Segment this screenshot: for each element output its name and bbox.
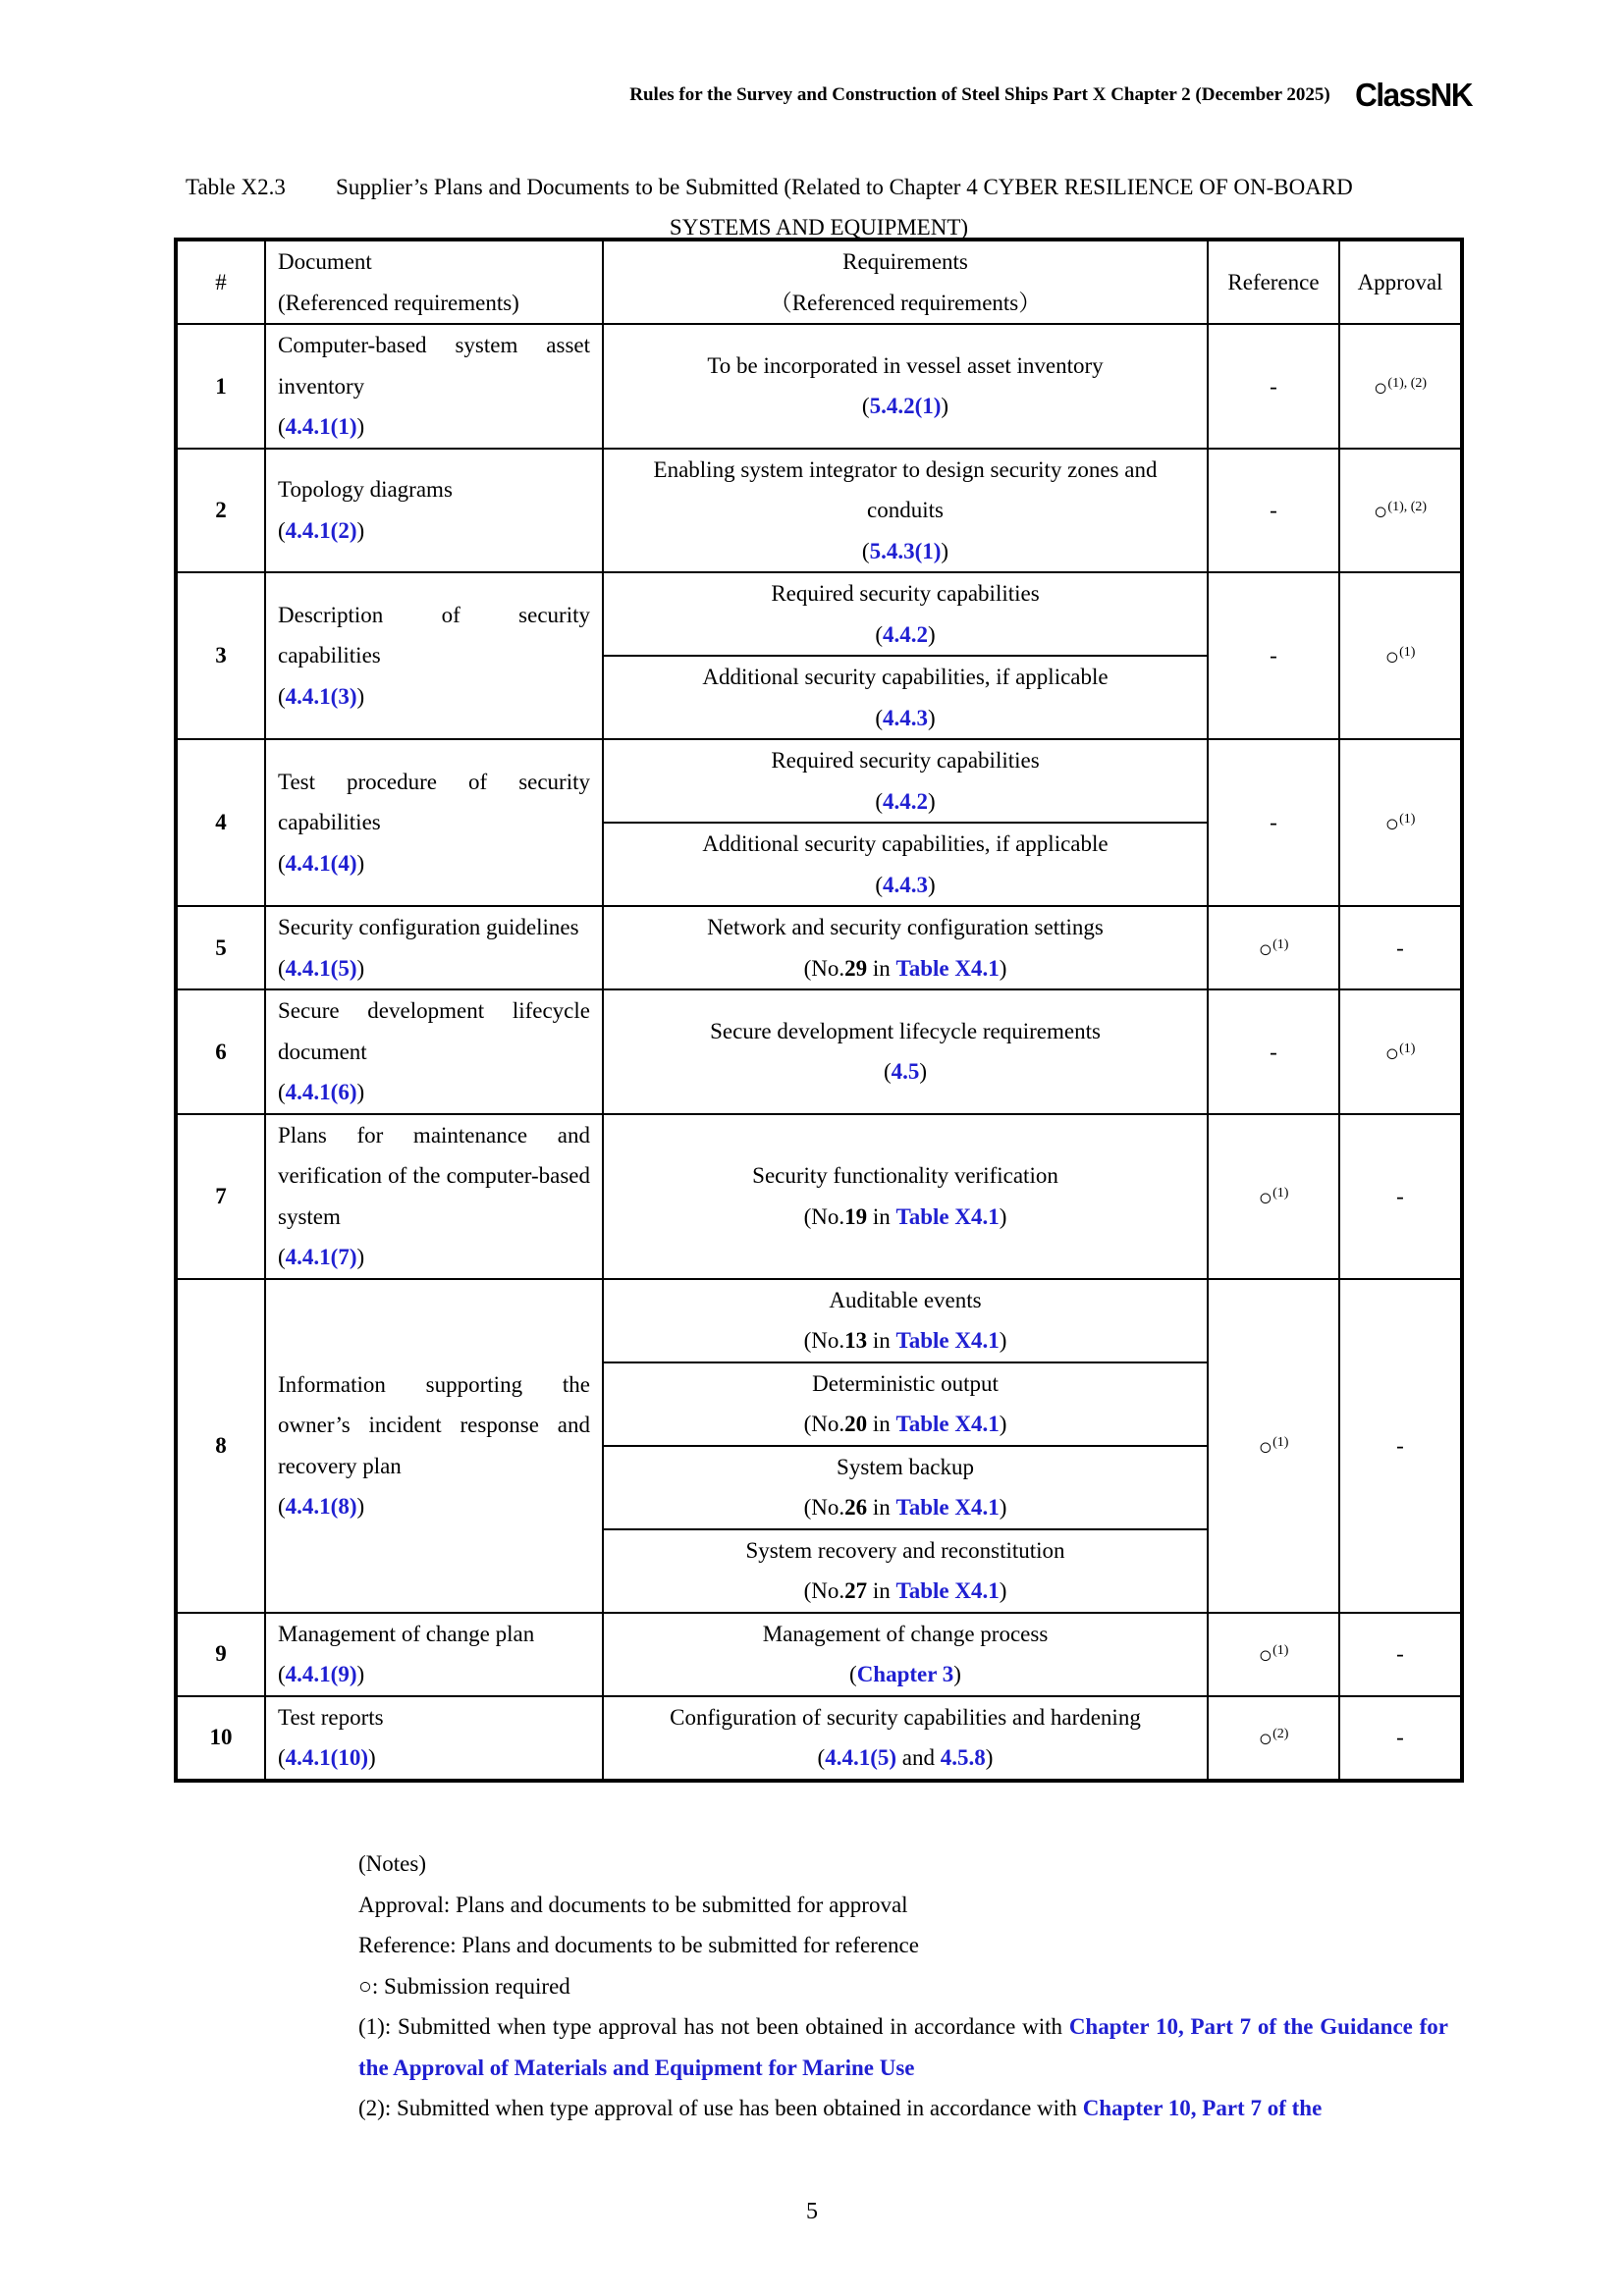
row-number: 7 bbox=[176, 1114, 265, 1279]
note-2 bbox=[358, 2088, 1448, 2129]
header-req-line1: Requirements bbox=[842, 249, 968, 274]
row-number: 6 bbox=[176, 989, 265, 1114]
document-name: Test procedure of security capabilities bbox=[278, 769, 590, 835]
requirement-reference: (4.4.3) bbox=[875, 872, 936, 897]
requirement-reference-link[interactable]: Chapter 3 bbox=[856, 1662, 954, 1686]
submission-circle-icon: ○ bbox=[1258, 1185, 1273, 1211]
requirements-cell bbox=[603, 989, 1208, 1114]
submission-circle-icon: ○ bbox=[1384, 1041, 1400, 1067]
requirement-text: Configuration of security capabilities and hardening bbox=[670, 1704, 1141, 1730]
header-req-line2: （Referenced requirements） bbox=[769, 290, 1042, 315]
document-cell bbox=[265, 989, 603, 1114]
requirement-reference-link[interactable]: 4.4.3 bbox=[883, 872, 928, 897]
document-cell bbox=[265, 906, 603, 989]
row-number: 4 bbox=[176, 739, 265, 906]
requirement-reference: (4.5) bbox=[883, 1059, 928, 1085]
item-number: 19 bbox=[844, 1203, 868, 1229]
header-reference: Reference bbox=[1208, 240, 1339, 324]
in-word: in bbox=[872, 1412, 891, 1436]
requirements-cell bbox=[603, 324, 1208, 449]
requirements-cell bbox=[603, 739, 1208, 906]
requirement-item bbox=[604, 822, 1207, 905]
row-number: 9 bbox=[176, 1613, 265, 1696]
document-name: Description of security capabilities bbox=[278, 602, 590, 668]
no-prefix: (No. bbox=[803, 1412, 845, 1436]
classnk-logo: ClassNK bbox=[1354, 77, 1472, 113]
documents-table bbox=[174, 238, 1464, 1783]
requirements-cell bbox=[603, 1696, 1208, 1781]
requirement-reference-link[interactable]: 4.4.2 bbox=[883, 788, 928, 814]
item-number: 20 bbox=[844, 1412, 868, 1436]
reference-cell: - bbox=[1208, 572, 1339, 739]
document-reference-link[interactable]: 4.4.1(10) bbox=[285, 1745, 368, 1770]
requirement-reference-link[interactable]: 4.4.2 bbox=[883, 621, 928, 647]
reference-cell bbox=[1208, 1114, 1339, 1279]
note-ref-superscript: (1) bbox=[1272, 1643, 1289, 1659]
note-1 bbox=[358, 2006, 1448, 2088]
note-ref-superscript: (1) bbox=[1399, 645, 1416, 661]
approval-cell: - bbox=[1339, 1696, 1462, 1781]
row-number: 10 bbox=[176, 1696, 265, 1781]
note-circle: ○: Submission required bbox=[358, 1973, 570, 1999]
table-row bbox=[176, 449, 1462, 573]
requirement-reference: (No.29 in Table X4.1) bbox=[803, 955, 1007, 981]
item-number: 27 bbox=[844, 1578, 868, 1603]
page-header bbox=[0, 77, 1475, 114]
document-name: Security configuration guidelines bbox=[278, 915, 579, 939]
header-document bbox=[265, 240, 603, 324]
document-name: Topology diagrams bbox=[278, 477, 453, 503]
note-ref-superscript: (1) bbox=[1399, 1041, 1416, 1056]
document-reference: (4.4.1(1)) bbox=[278, 414, 365, 439]
document-cell bbox=[265, 324, 603, 449]
requirement-item bbox=[604, 1528, 1207, 1612]
reference-cell bbox=[1208, 906, 1339, 989]
item-number: 29 bbox=[844, 955, 868, 981]
requirement-reference: (Chapter 3) bbox=[849, 1662, 961, 1686]
table-header-row bbox=[176, 240, 1462, 324]
note-ref-superscript: (2) bbox=[1272, 1727, 1289, 1742]
table-link[interactable]: Table X4.1 bbox=[895, 955, 1000, 981]
approval-cell: - bbox=[1339, 906, 1462, 989]
requirement-text: Network and security configuration settings bbox=[707, 915, 1104, 939]
submission-circle-icon: ○ bbox=[1258, 1727, 1273, 1753]
document-name: Secure development lifecycle document bbox=[278, 998, 590, 1064]
document-reference-link[interactable]: 4.4.1(4) bbox=[285, 850, 357, 876]
requirements-cell bbox=[603, 1114, 1208, 1279]
no-prefix: (No. bbox=[803, 1578, 845, 1603]
table-link[interactable]: Table X4.1 bbox=[895, 1578, 1000, 1603]
requirements-cell bbox=[603, 1613, 1208, 1696]
requirement-text: To be incorporated in vessel asset inventory bbox=[707, 352, 1104, 378]
note-ref-superscript: (1) bbox=[1272, 1185, 1289, 1201]
requirement-text: Security functionality verification bbox=[752, 1163, 1058, 1188]
requirement-reference: (No.13 in Table X4.1) bbox=[803, 1328, 1007, 1353]
note-reference: Reference: Plans and documents to be submitted for reference bbox=[358, 1933, 919, 1957]
row-number: 1 bbox=[176, 324, 265, 449]
document-reference: (4.4.1(8)) bbox=[278, 1494, 365, 1519]
document-cell bbox=[265, 449, 603, 573]
submission-circle-icon: ○ bbox=[1258, 936, 1273, 963]
document-name: Test reports bbox=[278, 1704, 384, 1730]
requirement-text: Deterministic output bbox=[812, 1370, 999, 1396]
document-reference-link[interactable]: 4.4.1(6) bbox=[285, 1080, 357, 1104]
table-row bbox=[176, 1279, 1462, 1613]
note-approval: Approval: Plans and documents to be submitted for approval bbox=[358, 1892, 908, 1917]
requirements-cell bbox=[603, 906, 1208, 989]
note-ref-superscript: (1) bbox=[1399, 812, 1416, 828]
header-doc-line1: Document bbox=[278, 249, 372, 274]
row-number: 8 bbox=[176, 1279, 265, 1613]
reference-cell: - bbox=[1208, 324, 1339, 449]
requirement-reference: (4.4.2) bbox=[875, 788, 936, 814]
document-reference: (4.4.1(7)) bbox=[278, 1245, 365, 1269]
requirement-text: Required security capabilities bbox=[771, 748, 1040, 773]
approval-cell: - bbox=[1339, 1279, 1462, 1613]
requirement-item bbox=[604, 1155, 1207, 1237]
header-requirements bbox=[603, 240, 1208, 324]
document-reference: (4.4.1(5)) bbox=[278, 955, 365, 981]
requirement-item bbox=[604, 1445, 1207, 1528]
requirement-text: Additional security capabilities, if applicable bbox=[702, 665, 1109, 689]
item-number: 13 bbox=[844, 1328, 868, 1353]
in-word: in bbox=[872, 1578, 891, 1603]
no-prefix: (No. bbox=[803, 1328, 845, 1353]
document-reference-link[interactable]: 4.4.1(3) bbox=[285, 683, 357, 709]
document-cell bbox=[265, 739, 603, 906]
row-number: 5 bbox=[176, 906, 265, 989]
document-reference-link[interactable]: 4.4.1(8) bbox=[285, 1494, 357, 1519]
document-cell bbox=[265, 1696, 603, 1781]
requirement-reference-link-2[interactable]: 4.5.8 bbox=[940, 1745, 986, 1770]
document-cell bbox=[265, 1114, 603, 1279]
requirement-item bbox=[604, 907, 1207, 988]
document-reference: (4.4.1(10)) bbox=[278, 1745, 376, 1770]
document-reference: (4.4.1(6)) bbox=[278, 1080, 365, 1104]
no-prefix: (No. bbox=[803, 1203, 845, 1229]
table-row bbox=[176, 989, 1462, 1114]
notes-heading: (Notes) bbox=[358, 1851, 426, 1876]
header-title: Rules for the Survey and Construction of Steel Ships Part X Chapter 2 (December 2025) bbox=[629, 84, 1330, 105]
table-row bbox=[176, 572, 1462, 739]
reference-cell bbox=[1208, 1696, 1339, 1781]
requirement-text: Enabling system integrator to design security zones and conduits bbox=[653, 456, 1158, 522]
approval-cell bbox=[1339, 449, 1462, 573]
table-title-line2: SYSTEMS AND EQUIPMENT) bbox=[669, 215, 969, 240]
note-ref-superscript: (1) bbox=[1272, 1434, 1289, 1450]
table-row bbox=[176, 739, 1462, 906]
reference-cell: - bbox=[1208, 449, 1339, 573]
requirement-item bbox=[604, 573, 1207, 655]
submission-circle-icon: ○ bbox=[1373, 500, 1388, 525]
note-ref-superscript: (1), (2) bbox=[1387, 500, 1428, 514]
requirement-item bbox=[604, 346, 1207, 427]
note-1-text: (1): Submitted when type approval has not been obtained in accordance with bbox=[358, 2014, 1063, 2039]
requirement-item bbox=[604, 1011, 1207, 1093]
requirement-reference: (5.4.3(1)) bbox=[861, 538, 949, 563]
in-word: in bbox=[872, 955, 891, 981]
requirement-item bbox=[604, 1362, 1207, 1445]
requirement-reference-link[interactable]: 5.4.3(1) bbox=[869, 538, 942, 563]
reference-cell: - bbox=[1208, 989, 1339, 1114]
document-reference: (4.4.1(9)) bbox=[278, 1662, 365, 1686]
table-link[interactable]: Table X4.1 bbox=[895, 1412, 1000, 1436]
document-reference-link[interactable]: 4.4.1(9) bbox=[285, 1662, 357, 1686]
requirement-reference-link[interactable]: 5.4.2(1) bbox=[869, 394, 942, 419]
requirement-text: System backup bbox=[837, 1454, 974, 1479]
approval-cell bbox=[1339, 572, 1462, 739]
document-cell bbox=[265, 1279, 603, 1613]
requirements-cell bbox=[603, 1279, 1208, 1613]
approval-cell bbox=[1339, 324, 1462, 449]
requirement-text: Management of change process bbox=[762, 1621, 1049, 1646]
in-word: in bbox=[872, 1203, 891, 1229]
requirement-reference-link[interactable]: 4.4.1(5) bbox=[825, 1745, 897, 1770]
document-cell bbox=[265, 572, 603, 739]
document-reference-link[interactable]: 4.4.1(1) bbox=[285, 414, 357, 439]
table-link[interactable]: Table X4.1 bbox=[895, 1328, 1000, 1353]
requirements-cell bbox=[603, 449, 1208, 573]
table-link[interactable]: Table X4.1 bbox=[895, 1495, 1000, 1520]
no-prefix: (No. bbox=[803, 955, 845, 981]
requirement-reference: (4.4.2) bbox=[875, 621, 936, 647]
and-word: and bbox=[901, 1745, 936, 1770]
header-num: # bbox=[176, 240, 265, 324]
requirement-reference: (5.4.2(1)) bbox=[861, 394, 949, 419]
submission-circle-icon: ○ bbox=[1258, 1434, 1273, 1461]
requirement-item bbox=[604, 1614, 1207, 1695]
document-name: Computer-based system asset inventory bbox=[278, 333, 590, 399]
document-reference-link[interactable]: 4.4.1(7) bbox=[285, 1245, 357, 1269]
header-doc-line2: (Referenced requirements) bbox=[278, 290, 519, 315]
row-number: 2 bbox=[176, 449, 265, 573]
requirement-reference-link[interactable]: 4.5 bbox=[891, 1059, 920, 1085]
requirement-item bbox=[604, 450, 1207, 572]
document-cell bbox=[265, 1613, 603, 1696]
requirement-text: System recovery and reconstitution bbox=[745, 1537, 1065, 1563]
note-ref-superscript: (1) bbox=[1272, 936, 1289, 952]
no-prefix: (No. bbox=[803, 1495, 845, 1520]
requirement-reference: (No.19 in Table X4.1) bbox=[803, 1203, 1007, 1229]
note-ref-superscript: (1), (2) bbox=[1387, 375, 1428, 391]
header-approval: Approval bbox=[1339, 240, 1462, 324]
table-row bbox=[176, 906, 1462, 989]
requirement-item bbox=[604, 1280, 1207, 1362]
document-name: Management of change plan bbox=[278, 1621, 535, 1646]
table-row bbox=[176, 1696, 1462, 1781]
table-row bbox=[176, 1613, 1462, 1696]
requirement-reference-link[interactable]: 4.4.3 bbox=[883, 705, 928, 730]
requirement-item bbox=[604, 1697, 1207, 1779]
table-title-line1: Supplier’s Plans and Documents to be Submitted (Related to Chapter 4 CYBER RESILIENCE OF ON-BOARD bbox=[336, 175, 1353, 199]
row-number: 3 bbox=[176, 572, 265, 739]
in-word: in bbox=[872, 1328, 891, 1353]
document-reference: (4.4.1(3)) bbox=[278, 683, 365, 709]
note-2-text: (2): Submitted when type approval of use has been obtained in accordance with bbox=[358, 2096, 1077, 2120]
item-number: 26 bbox=[844, 1495, 868, 1520]
document-reference: (4.4.1(4)) bbox=[278, 850, 365, 876]
document-reference-link[interactable]: 4.4.1(5) bbox=[285, 955, 357, 981]
reference-cell bbox=[1208, 1613, 1339, 1696]
requirement-reference: (4.4.3) bbox=[875, 705, 936, 730]
page-number: 5 bbox=[806, 2199, 818, 2224]
requirement-text: Required security capabilities bbox=[771, 581, 1040, 606]
requirement-item bbox=[604, 740, 1207, 822]
table-row bbox=[176, 1114, 1462, 1279]
requirement-reference: (No.27 in Table X4.1) bbox=[803, 1578, 1007, 1603]
requirement-reference: (No.26 in Table X4.1) bbox=[803, 1495, 1007, 1520]
notes-section bbox=[358, 1843, 1448, 2129]
submission-circle-icon: ○ bbox=[1373, 375, 1388, 401]
table-row bbox=[176, 324, 1462, 449]
approval-cell bbox=[1339, 739, 1462, 906]
document-reference-link[interactable]: 4.4.1(2) bbox=[285, 517, 357, 543]
approval-cell bbox=[1339, 989, 1462, 1114]
requirement-text: Auditable events bbox=[829, 1287, 982, 1312]
requirement-text: Additional security capabilities, if applicable bbox=[702, 831, 1109, 856]
approval-cell: - bbox=[1339, 1613, 1462, 1696]
reference-cell: - bbox=[1208, 739, 1339, 906]
table-number: Table X2.3 bbox=[186, 175, 286, 199]
approval-cell: - bbox=[1339, 1114, 1462, 1279]
table-link[interactable]: Table X4.1 bbox=[895, 1203, 1000, 1229]
requirement-reference: (4.4.1(5) and 4.5.8) bbox=[817, 1745, 994, 1770]
requirement-item bbox=[604, 655, 1207, 738]
document-name: Information supporting the owner’s incident response and recovery plan bbox=[278, 1371, 590, 1478]
submission-circle-icon: ○ bbox=[1258, 1643, 1273, 1670]
submission-circle-icon: ○ bbox=[1384, 812, 1400, 838]
in-word: in bbox=[872, 1495, 891, 1520]
requirement-reference: (No.20 in Table X4.1) bbox=[803, 1412, 1007, 1436]
requirement-text: Secure development lifecycle requirements bbox=[710, 1018, 1101, 1043]
requirements-cell bbox=[603, 572, 1208, 739]
note-1-link[interactable]: Chapter 10, Part 7 of the Guidance for the Approval of Materials and Equipment for Marine Use bbox=[358, 2014, 1449, 2080]
document-reference: (4.4.1(2)) bbox=[278, 517, 365, 543]
table-caption bbox=[186, 167, 1462, 247]
note-2-link[interactable]: Chapter 10, Part 7 of the bbox=[1082, 2096, 1323, 2120]
submission-circle-icon: ○ bbox=[1384, 645, 1400, 671]
document-name: Plans for maintenance and verification of the computer-based system bbox=[278, 1122, 590, 1229]
reference-cell bbox=[1208, 1279, 1339, 1613]
